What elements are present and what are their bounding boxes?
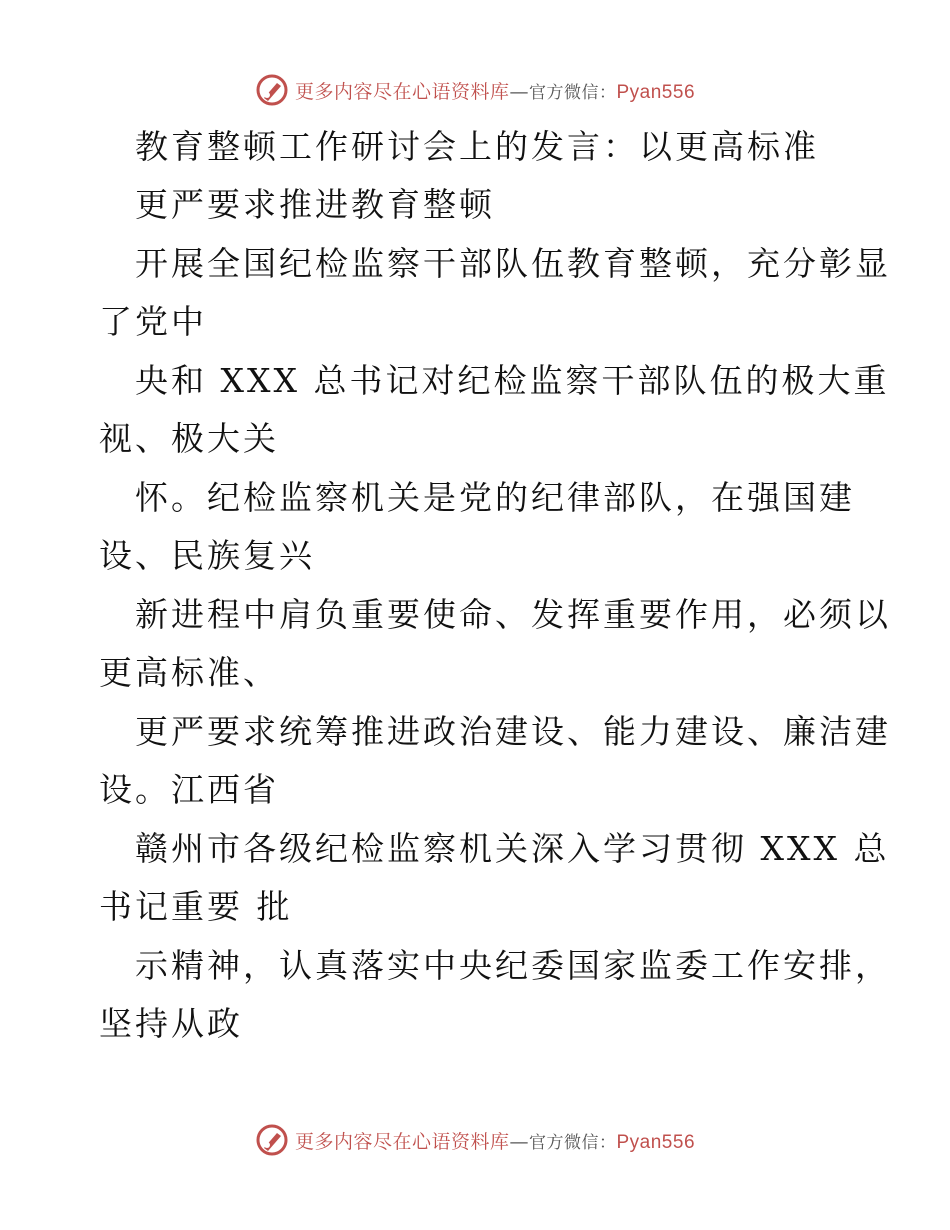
doc-line: 赣州市各级纪检监察机关深入学习贯彻 XXX 总 bbox=[135, 829, 890, 868]
doc-line: 更高标准、 bbox=[99, 653, 279, 692]
watermark-wechat-label: 官方微信： bbox=[529, 82, 617, 103]
doc-line: 示精神，认真落实中央纪委国家监委工作安排， bbox=[135, 946, 891, 985]
watermark-wechat-id: Pyan556 bbox=[616, 1131, 696, 1153]
footer-watermark bbox=[0, 1120, 950, 1160]
watermark-site-text: 更多内容尽在心语资料库 bbox=[294, 80, 510, 103]
watermark-separator: — bbox=[509, 80, 529, 103]
doc-line: 央和 XXX 总书记对纪检监察干部队伍的极大重 bbox=[135, 361, 890, 400]
doc-line: 新进程中肩负重要使命、发挥重要作用，必须以 bbox=[135, 595, 891, 634]
doc-title-line-2: 更严要求推进教育整顿 bbox=[135, 185, 495, 224]
doc-line: 怀。纪检监察机关是党的纪律部队，在强国建 bbox=[135, 478, 855, 517]
doc-line: 坚持从政 bbox=[99, 1004, 243, 1043]
doc-line: 设。江西省 bbox=[99, 770, 279, 809]
watermark-site-text: 更多内容尽在心语资料库 bbox=[294, 1130, 510, 1153]
doc-line: 设、民族复兴 bbox=[99, 536, 315, 575]
doc-line: 视、极大关 bbox=[99, 419, 279, 458]
doc-line: 更严要求统筹推进政治建设、能力建设、廉洁建 bbox=[135, 712, 891, 751]
doc-title-line-1: 教育整顿工作研讨会上的发言：以更高标准 bbox=[135, 127, 819, 166]
doc-line: 书记重要 批 bbox=[99, 887, 293, 926]
pen-circle-logo-icon bbox=[255, 1123, 289, 1157]
watermark-wechat-label: 官方微信： bbox=[529, 1132, 617, 1153]
doc-line: 了党中 bbox=[99, 302, 207, 341]
watermark-wechat-id: Pyan556 bbox=[616, 81, 696, 103]
watermark-separator: — bbox=[509, 1130, 529, 1153]
doc-line: 开展全国纪检监察干部队伍教育整顿，充分彰显 bbox=[135, 244, 891, 283]
